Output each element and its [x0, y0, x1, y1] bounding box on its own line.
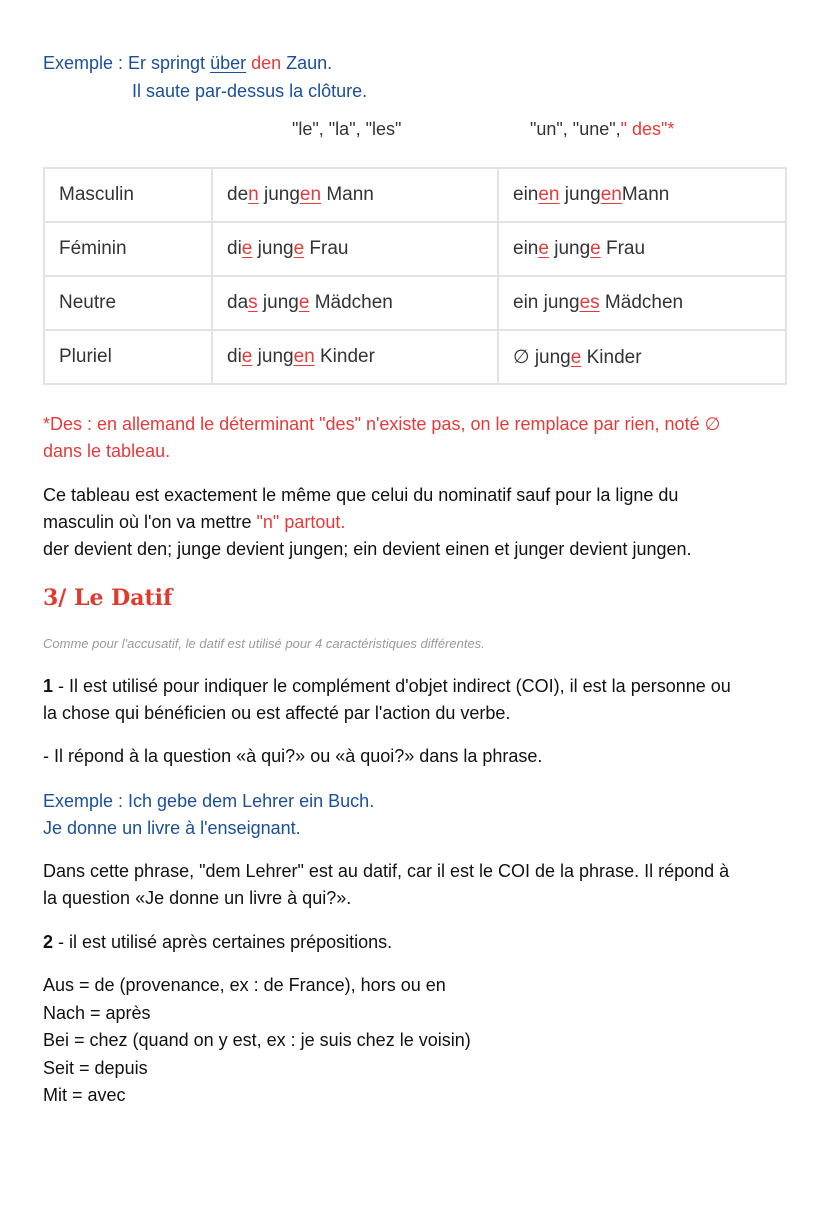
definite-form: die jungen Kinder	[212, 330, 498, 384]
section-note: Comme pour l'accusatif, le datif est utilisé pour 4 caractéristiques différentes.	[43, 636, 485, 651]
indefinite-form: eine junge Frau	[498, 222, 786, 276]
word-ueber: über	[210, 53, 247, 73]
declension-table	[43, 167, 787, 385]
point-1-line-2: la chose qui bénéficien ou est affecté par l'action du verbe.	[43, 703, 511, 723]
preposition-item: Seit = depuis	[43, 1058, 148, 1078]
section-title: 3/ Le Datif	[43, 585, 173, 611]
paragraph-line: masculin où l'on va mettre "n" partout.	[43, 512, 346, 532]
paragraph-2-line-2: la question «Je donne un livre à qui?».	[43, 888, 352, 908]
header-definite-articles: "le", "la", "les"	[292, 119, 402, 139]
point-2: 2 - il est utilisé après certaines prépositions.	[43, 932, 393, 952]
definite-form: den jungen Mann	[212, 168, 498, 222]
paragraph-2-line-1: Dans cette phrase, "dem Lehrer" est au datif, car il est le COI de la phrase. Il répond à	[43, 861, 730, 881]
indefinite-form: einen jungenMann	[498, 168, 786, 222]
preposition-item: Bei = chez (quand on y est, ex : je suis chez le voisin)	[43, 1030, 471, 1050]
table-row	[44, 330, 786, 384]
paragraph-line: Ce tableau est exactement le même que celui du nominatif sauf pour la ligne du	[43, 485, 679, 505]
header-indefinite-articles: "un", "une"," des"*	[530, 119, 675, 139]
definite-form: die junge Frau	[212, 222, 498, 276]
point-1-line-1: 1 - Il est utilisé pour indiquer le complément d'objet indirect (COI), il est la personne ou	[43, 676, 731, 696]
word-den: den	[246, 53, 282, 73]
gender-label: Féminin	[44, 222, 212, 276]
footnote-line-2: dans le tableau.	[43, 441, 171, 461]
paragraph-line: der devient den; junge devient jungen; ein devient einen et junger devient jungen.	[43, 539, 692, 559]
indefinite-form: ∅ junge Kinder	[498, 330, 786, 384]
definite-form: das junge Mädchen	[212, 276, 498, 330]
gender-label: Masculin	[44, 168, 212, 222]
table-row	[44, 276, 786, 330]
point-1-question: - Il répond à la question «à qui?» ou «à quoi?» dans la phrase.	[43, 746, 543, 766]
example-translation: Il saute par-dessus la clôture.	[132, 81, 368, 101]
indefinite-form: ein junges Mädchen	[498, 276, 786, 330]
preposition-item: Mit = avec	[43, 1085, 126, 1105]
gender-label: Pluriel	[44, 330, 212, 384]
example-2-line-1: Exemple : Ich gebe dem Lehrer ein Buch.	[43, 791, 375, 811]
footnote-line-1: *Des : en allemand le déterminant "des" n'existe pas, on le remplace par rien, noté ∅	[43, 414, 721, 434]
table-row	[44, 222, 786, 276]
preposition-item: Aus = de (provenance, ex : de France), hors ou en	[43, 975, 446, 995]
preposition-item: Nach = après	[43, 1003, 151, 1023]
gender-label: Neutre	[44, 276, 212, 330]
example-2-line-2: Je donne un livre à l'enseignant.	[43, 818, 301, 838]
table-row	[44, 168, 786, 222]
example-sentence: Exemple : Er springt über den Zaun.	[43, 53, 333, 73]
